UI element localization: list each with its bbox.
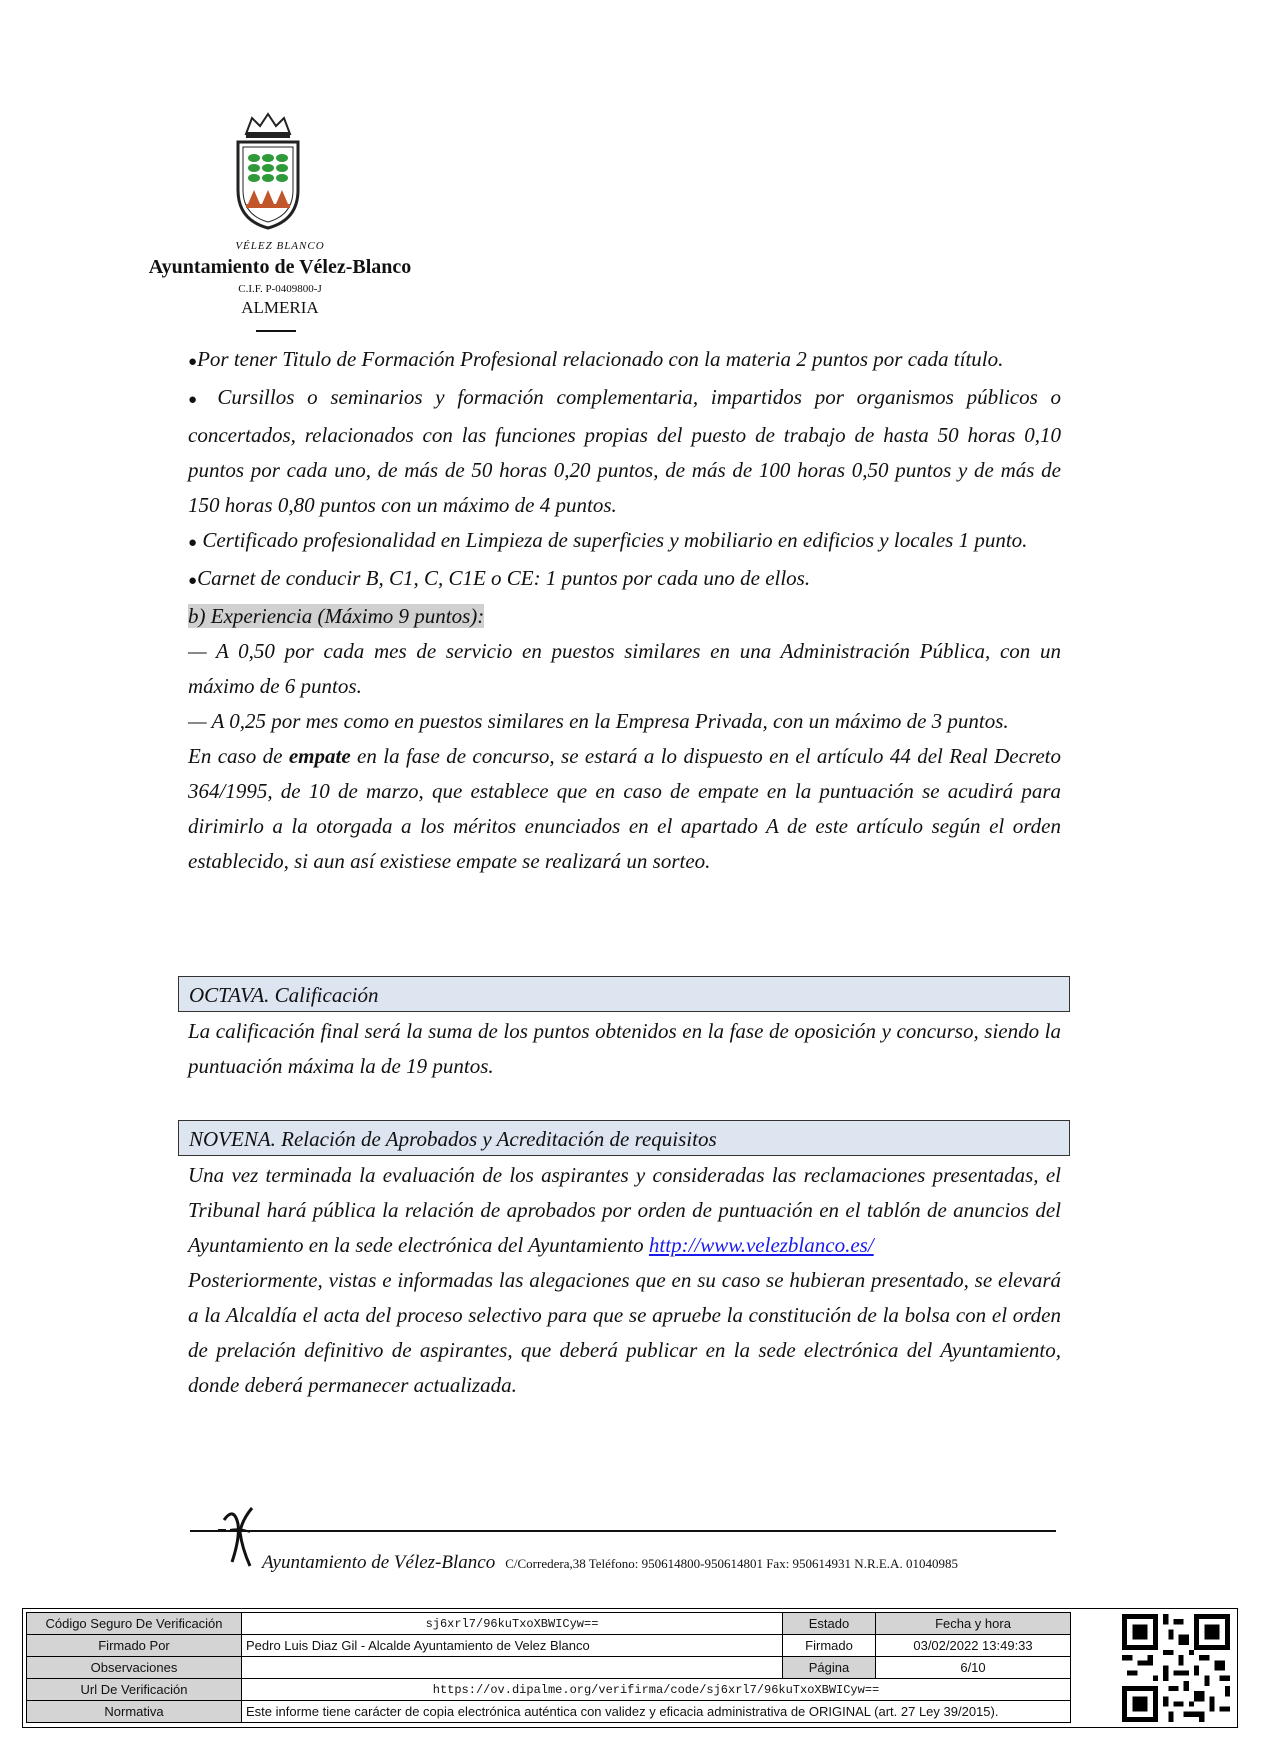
table-row (27, 1657, 1071, 1679)
fecha-value: 03/02/2022 13:49:33 (876, 1635, 1071, 1657)
footer-emblem-icon (218, 1502, 262, 1572)
experience-item: — A 0,50 por cada mes de servicio en puestos similares en una Administración Pública, con un máximo de 6 puntos. (188, 639, 1061, 698)
list-item (188, 380, 1061, 523)
pagina-label: Página (783, 1657, 876, 1679)
table-row (27, 1613, 1071, 1635)
estado-label: Estado (783, 1613, 876, 1635)
normativa-label: Normativa (27, 1701, 242, 1723)
table-row (27, 1679, 1071, 1701)
header-org-name: Ayuntamiento de Vélez-Blanco (148, 256, 412, 278)
fecha-label: Fecha y hora (876, 1613, 1071, 1635)
municipal-crest-logo (232, 112, 304, 232)
list-item (188, 342, 1061, 380)
estado-value: Firmado (783, 1635, 876, 1657)
header-cif: C.I.F. P-0409800-J (238, 283, 322, 295)
section-novena-text (188, 1158, 1061, 1403)
table-row (27, 1701, 1071, 1723)
list-item (188, 561, 1061, 599)
observaciones-label: Observaciones (27, 1657, 242, 1679)
url-label: Url De Verificación (27, 1679, 242, 1701)
tie-text-after: en la fase de concurso, se estará a lo dispuesto en el artículo 44 del Real Decreto 364/1995, de 10 de marzo, que establece que en caso de empate en la puntuación se acudirá para dirimirlo a la otorgada a los méritos enunciados en el apartado A de este artículo según el orden establecido, si aun así existiese empate se realizará un sorteo. (188, 744, 1061, 873)
novena-paragraph-1 (188, 1158, 1061, 1263)
novena-paragraph-2: Posteriormente, vistas e informadas las alegaciones que en su caso se hubieran presentado, se elevará a la Alcaldía el acta del proceso selectivo para que se apruebe la constitución de la bolsa con el orden de prelación definitivo de aspirantes, que deberá publicar en la sede electrónica del Ayuntamiento, donde deberá permanecer actualizada. (188, 1268, 1061, 1397)
tie-paragraph (188, 739, 1061, 879)
normativa-value: Este informe tiene carácter de copia electrónica auténtica con validez y eficacia administrativa de ORIGINAL (art. 27 Ley 39/2015). (242, 1701, 1071, 1723)
footer-contact: C/Corredera,38 Teléfono: 950614800-950614801 Fax: 950614931 N.R.E.A. 01040985 (505, 1556, 958, 1571)
firmado-value: Pedro Luis Diaz Gil - Alcalde Ayuntamiento de Velez Blanco (242, 1635, 783, 1657)
header-divider (256, 330, 296, 332)
verification-url[interactable]: https://ov.dipalme.org/verifirma/code/sj6xrl7/96kuTxoXBWICyw== (242, 1679, 1071, 1701)
verification-table (26, 1612, 1071, 1723)
tie-text-before: En caso de (188, 744, 289, 768)
footer-divider (190, 1530, 1056, 1532)
item-text: Certificado profesionalidad en Limpieza de superficies y mobiliario en edificios y locales 1 punto. (202, 528, 1028, 552)
csv-value: sj6xrl7/96kuTxoXBWICyw== (242, 1613, 783, 1635)
footer-org-name: Ayuntamiento de Vélez-Blanco (262, 1552, 496, 1573)
experience-heading: b) Experiencia (Máximo 9 puntos): (188, 604, 485, 628)
novena-text-1: Una vez terminada la evaluación de los aspirantes y consideradas las reclamaciones presentadas, el Tribunal hará pública la relación de aprobados por orden de puntuación en el tablón de anuncios del Ayuntamiento en la sede electrónica del Ayuntamiento (188, 1163, 1061, 1257)
item-text: Cursillos o seminarios y formación complementaria, impartidos por organismos públicos o concertados, relacionados con las funciones propias del puesto de trabajo de hasta 50 horas 0,10 puntos por cada uno, de más de 50 horas 0,20 puntos, de más de 100 horas 0,50 puntos y de más de 150 horas 0,80 puntos con un máximo de 4 puntos. (188, 385, 1062, 517)
document-body (188, 342, 1061, 879)
experience-item: — A 0,25 por mes como en puestos similares en la Empresa Privada, con un máximo de 3 puntos. (188, 709, 1009, 733)
velezblanco-website-link[interactable]: http://www.velezblanco.es/ (648, 1233, 874, 1257)
header-city: ALMERIA (241, 298, 319, 317)
csv-label: Código Seguro De Verificación (27, 1613, 242, 1635)
item-text: Por tener Titulo de Formación Profesional relacionado con la materia 2 puntos por cada título. (197, 347, 1004, 371)
footer-address (262, 1552, 1062, 1574)
observaciones-value (242, 1657, 783, 1679)
section-octava-title: OCTAVA. Calificación (178, 976, 1070, 1012)
section-novena-title: NOVENA. Relación de Aprobados y Acreditación de requisitos (178, 1120, 1070, 1156)
bullet-icon: ● (188, 392, 205, 408)
pagina-value: 6/10 (876, 1657, 1071, 1679)
experience-heading-line (188, 599, 1061, 634)
item-text: Carnet de conducir B, C1, C, C1E o CE: 1 puntos por cada uno de ellos. (197, 566, 811, 590)
crest-caption: VÉLEZ BLANCO (235, 240, 325, 252)
bullet-icon: ● (188, 354, 198, 370)
tie-bold-word: empate (288, 744, 351, 768)
section-octava-text: La calificación final será la suma de los puntos obtenidos en la fase de oposición y concurso, siendo la puntuación máxima la de 19 puntos. (188, 1019, 1061, 1078)
qr-code-icon (1122, 1614, 1230, 1722)
firmado-label: Firmado Por (27, 1635, 242, 1657)
bullet-icon: ● (188, 535, 198, 551)
table-row (27, 1635, 1071, 1657)
bullet-icon: ● (188, 573, 198, 589)
list-item (188, 523, 1061, 561)
